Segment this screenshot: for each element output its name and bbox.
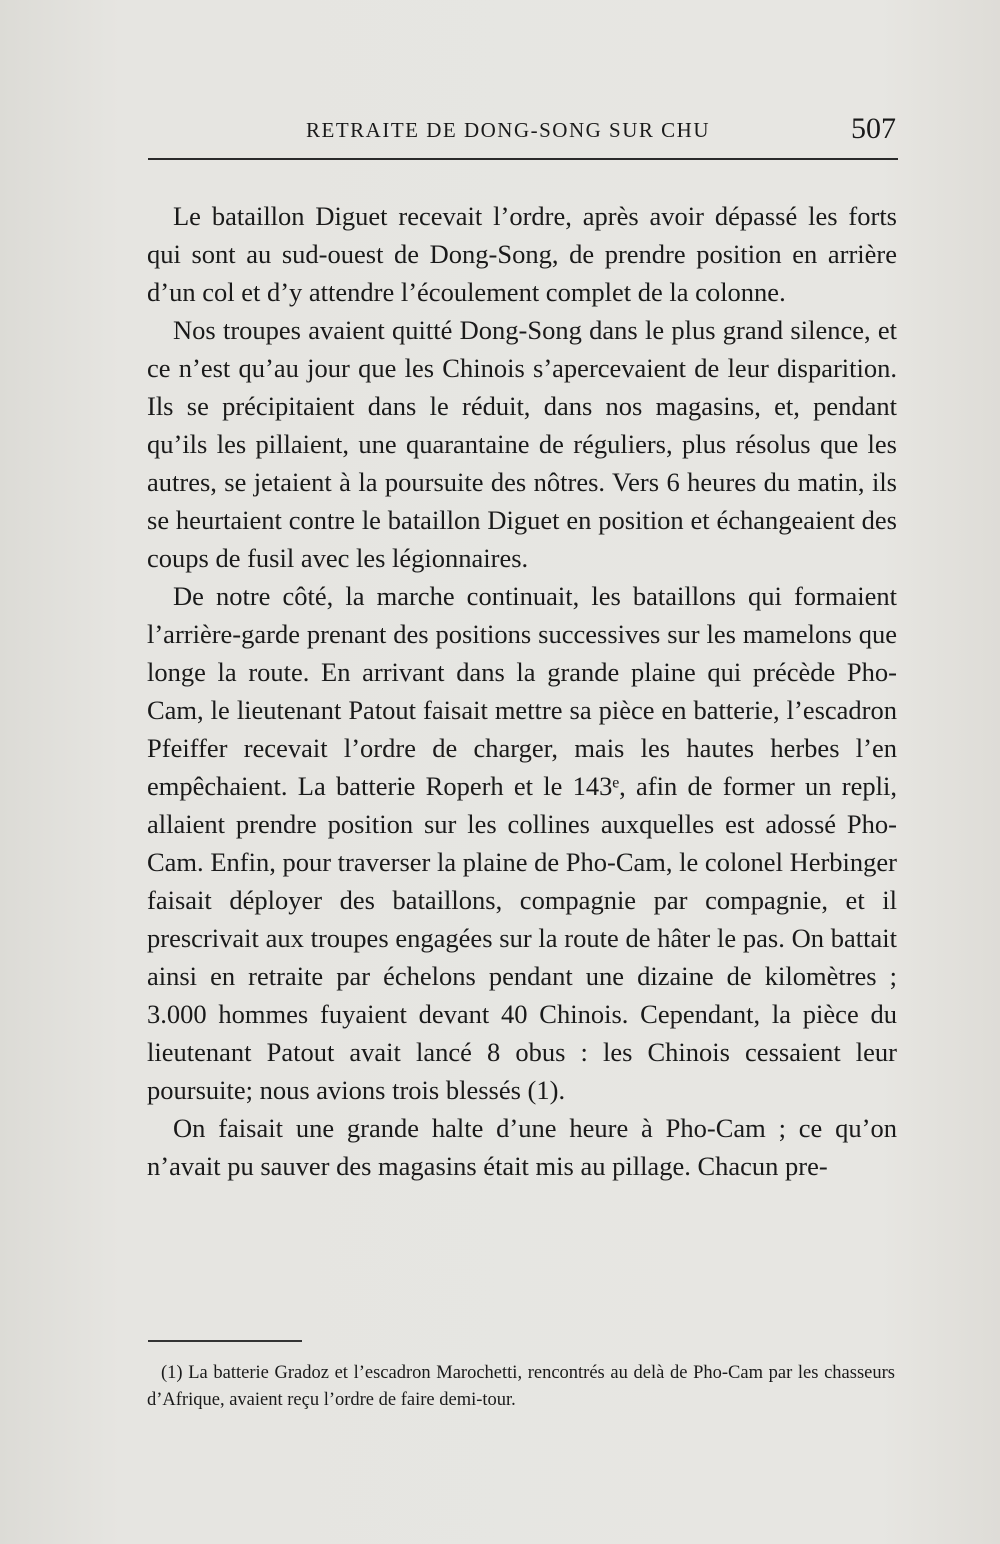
- paragraph: De notre côté, la marche continuait, les bataillons qui formaient l’arrière-garde prenant des positions successives sur les mamelons que longe la route. En arrivant dans la grande plaine qui précède Pho-Cam, le lieutenant Patout faisait mettre sa pièce en batterie, l’escadron Pfeiffer recevait l’ordre de charger, mais les hautes herbes l’en empêchaient. La batterie Roperh et le 143ᵉ, afin de former un repli, allaient prendre position sur les collines auxquelles est adossé Pho-Cam. Enfin, pour traverser la plaine de Pho-Cam, le colonel Herbinger faisait déployer des bataillons, compagnie par compagnie, et il prescrivait aux troupes engagées sur la route de hâter le pas. On battait ainsi en retraite par échelons pendant une dizaine de kilomètres ; 3.000 hommes fuyaient devant 40 Chinois. Cependant, la pièce du lieutenant Patout avait lancé 8 obus : les Chinois cessaient leur poursuite; nous avions trois blessés (1).: [147, 581, 897, 1105]
- paragraph: Le bataillon Diguet recevait l’ordre, après avoir dépassé les forts qui sont au sud-ouest de Dong-Song, de prendre position en arrière d’un col et d’y attendre l’écoulement complet de la colonne.: [147, 201, 897, 307]
- footnotes: [147, 1360, 895, 1414]
- footnote: (1) La batterie Gradoz et l’escadron Marochetti, rencontrés au delà de Pho-Cam par les chasseurs d’Afrique, avaient reçu l’ordre de faire demi-tour.: [147, 1363, 895, 1410]
- body-text: [147, 197, 897, 1185]
- paragraph: Nos troupes avaient quitté Dong-Song dans le plus grand silence, et ce n’est qu’au jour que les Chinois s’apercevaient de leur disparition. Ils se précipitaient dans le réduit, dans nos magasins, et, pendant qu’ils les pillaient, une quarantaine de réguliers, plus résolus que les autres, se jetaient à la poursuite des nôtres. Vers 6 heures du matin, ils se heurtaient contre le bataillon Diguet en position et échangeaient des coups de fusil avec les légionnaires.: [147, 315, 897, 573]
- page-number: 507: [851, 112, 896, 145]
- header-rule: [148, 158, 898, 160]
- paragraph: On faisait une grande halte d’une heure à Pho-Cam ; ce qu’on n’avait pu sauver des magasins était mis au pillage. Chacun pre-: [147, 1113, 897, 1181]
- footnote-rule: [148, 1340, 302, 1342]
- running-head: [148, 112, 900, 152]
- running-title: RETRAITE DE DONG-SONG SUR CHU: [306, 118, 710, 142]
